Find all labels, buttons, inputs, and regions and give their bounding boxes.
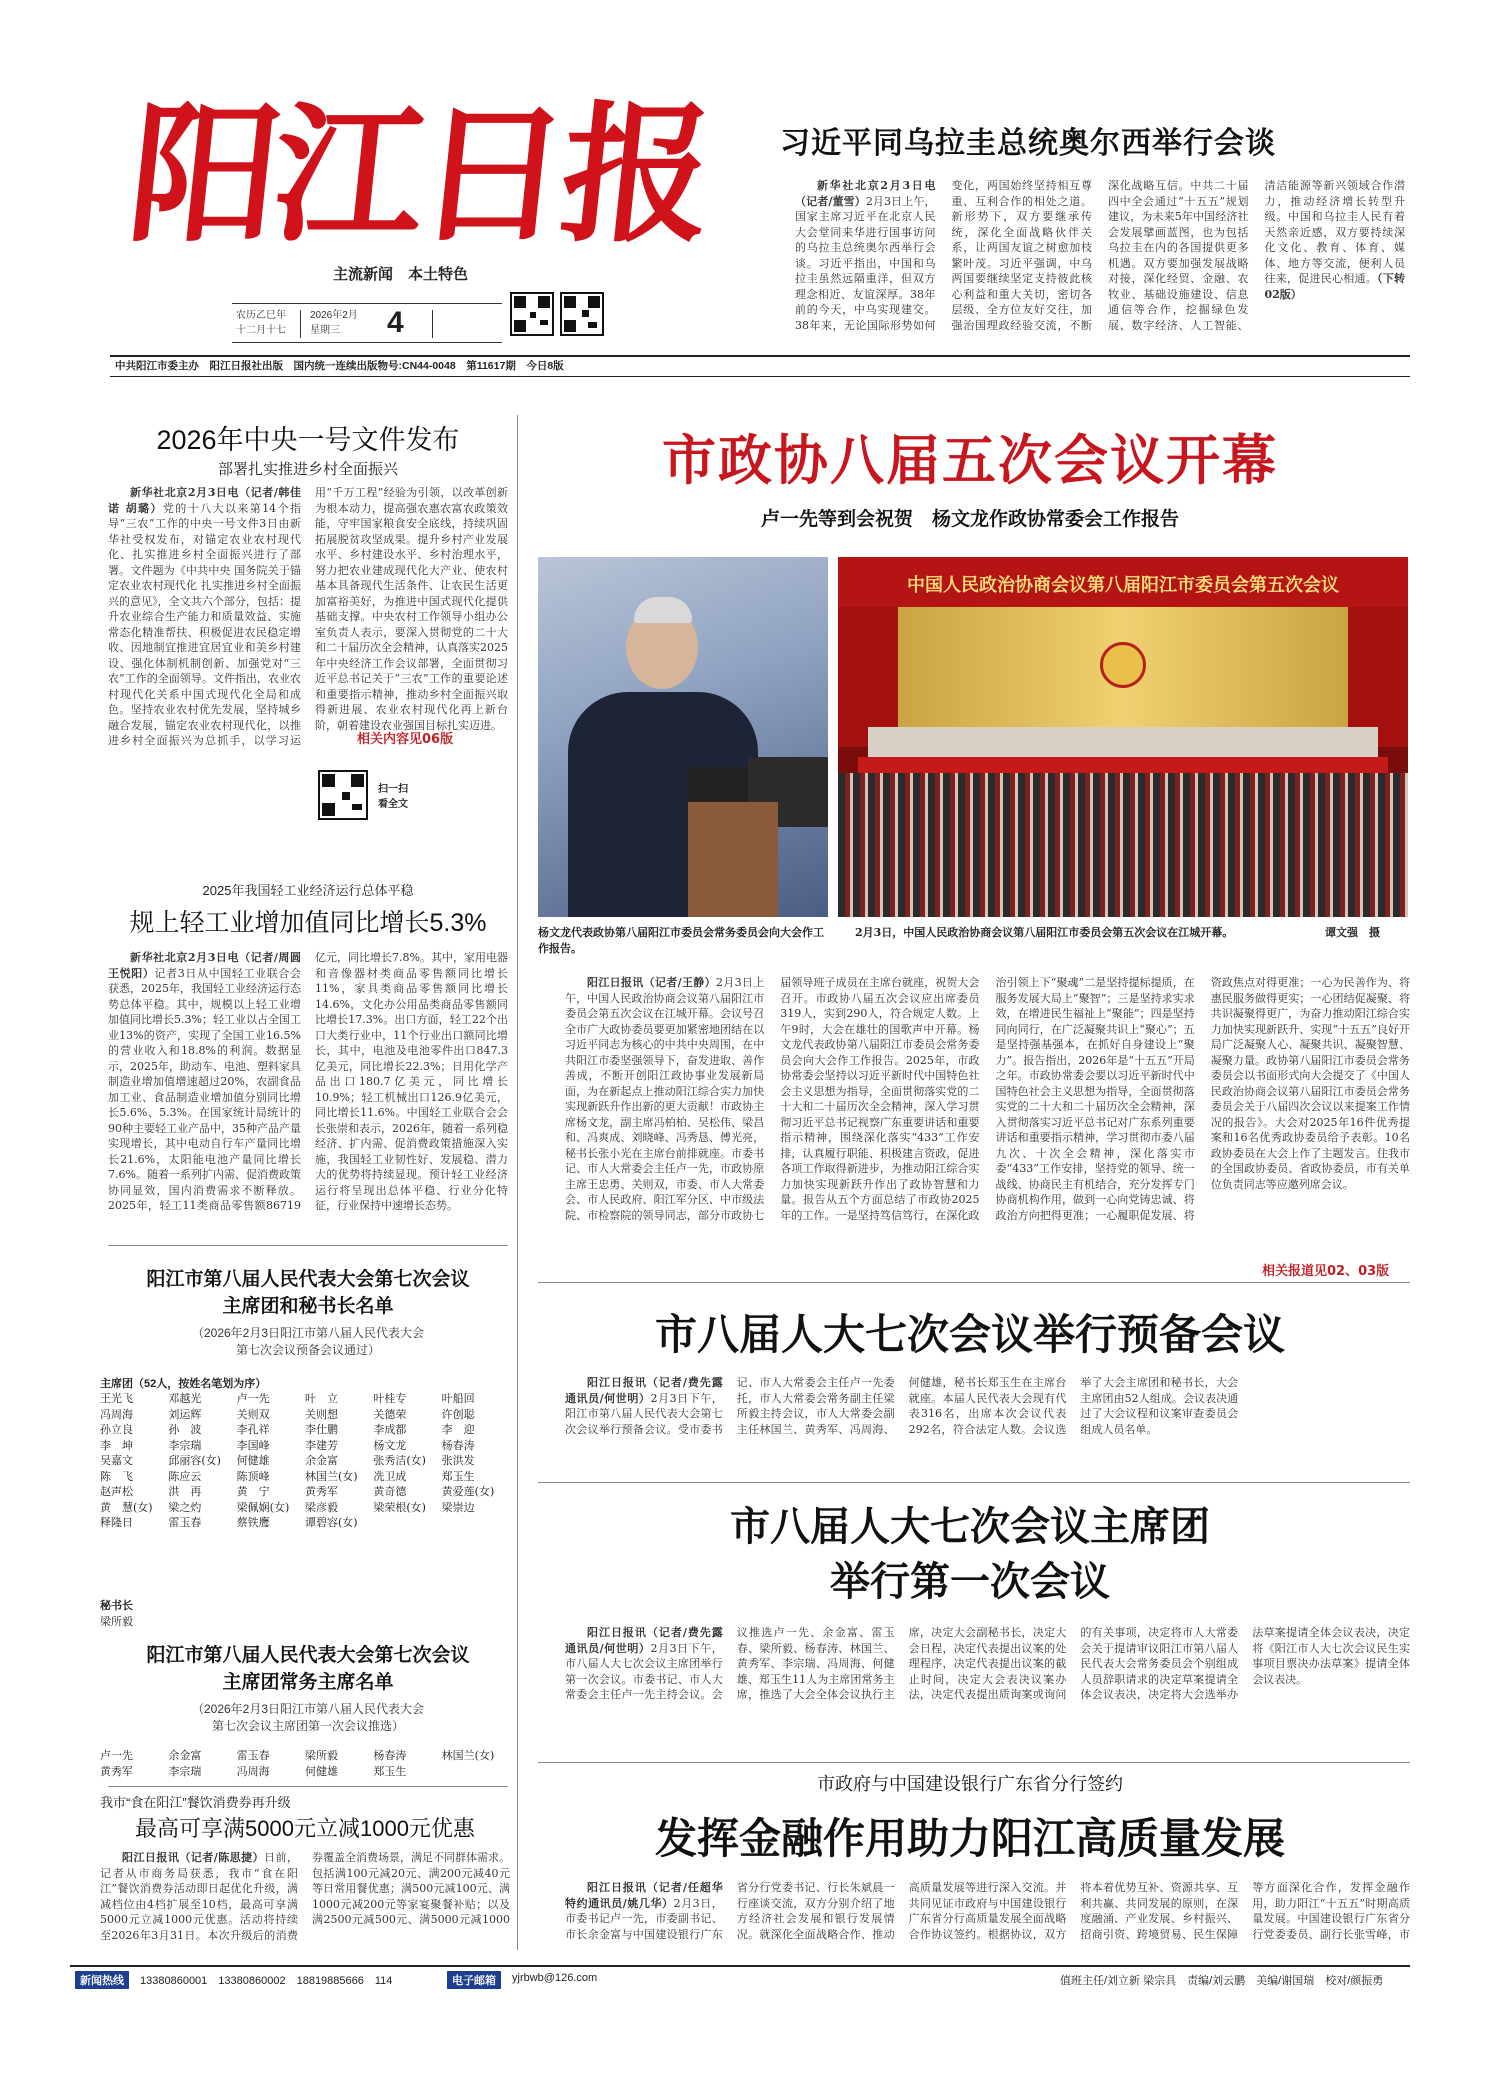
npc-presidium-headline-1: 市八届人大七次会议主席团: [730, 1503, 1210, 1550]
weekday: 星期三: [310, 325, 340, 336]
finance-byline: 阳江日报讯（记者/任超华 特约通讯员/姚几华）: [565, 1881, 723, 1910]
presidium-label: 主席团（52人，按姓名笔划为序）: [100, 1378, 267, 1390]
npc-presidium-body: [565, 1625, 1410, 1720]
presidium-member: 张洪发: [441, 1454, 475, 1467]
presidium-member: 洪 再: [168, 1485, 202, 1498]
npc-presidium-text: 2月3日下午，市八届人大七次会议主席团举行第一次会议。市委书记、市人大常委会主任卢一先主持会议。会议推选卢一先、余金富、雷玉春、梁所毅、杨春涛、林国兰、黄秀军、李宗瑞、冯周海、何健雄、郑玉生11人为主席团常务主席，推选了大会全体会议执行主席，决定大会副秘书长，决定大会日程，决定代表提出议案的处理程序，决定代表提出议案的截止时间，决定大会表决议案办法，决定代表提出质询案或询问的有关事项，决定将市人大常委会关于提请审议阳江市第八届人民代表大会常务委员会个别组成人员辞职请求的决定草案提请全体会议表决，决定将大会选举办法草案提请全体会议表决，决定将《阳江市人大七次会议民生实事项目票决办法草案》提请全体会议表决。: [565, 1626, 1410, 1701]
assembly-photo: [838, 557, 1408, 917]
npc-prep-body: [565, 1375, 1410, 1460]
qr-code-icon: [510, 292, 554, 336]
presidium-member: 王光飞: [100, 1392, 133, 1405]
npc-prep-byline: 阳江日报讯（记者/费先露 通讯员/何世明）: [565, 1376, 723, 1405]
standing-member: 梁所毅: [305, 1749, 338, 1762]
lunar-day: 十二月十七: [236, 325, 286, 336]
presidium-member: 李 迎: [441, 1423, 475, 1436]
cppcc-byline: 阳江日报讯（记者/王静）: [587, 976, 716, 989]
presidium-member: 李建芳: [305, 1438, 338, 1452]
presidium-member: 蔡铁鹰: [236, 1516, 270, 1529]
presidium-member: 卢一先: [236, 1392, 270, 1405]
presidium-member: 黄爱莲(女): [441, 1485, 495, 1498]
standing-members: [100, 1748, 510, 1779]
npc-presidium-headline-2: 举行第一次会议: [830, 1558, 1110, 1605]
cppcc-related: 相关报道见02、03版: [1262, 1264, 1390, 1279]
masthead-logo: 阳江日报: [120, 87, 716, 263]
presidium-title-2: 主席团和秘书长名单: [222, 1296, 394, 1317]
lead-jump: （下转02版）: [1264, 272, 1405, 301]
left2-kicker: 2025年我国轻工业经济运行总体平稳: [202, 883, 414, 898]
lunar-year: 农历乙巳年: [236, 310, 286, 321]
standing-member: 冯周海: [236, 1764, 270, 1778]
left1-subtitle: 部署扎实推进乡村全面振兴: [217, 461, 398, 478]
presidium-members: [100, 1391, 510, 1531]
presidium-member: 孙立良: [100, 1423, 133, 1436]
finance-text: 2月3日，市委书记卢一先，市委副书记、市长余金富与中国建设银行广东省分行党委书记、行长朱斌晨一行座谈交流，双方分别介绍了地方经济社会发展和银行发展情况。就深化全面战略合作、推动高质量发展等进行深入交流。并共同见证市政府与中国建设银行广东省分行高质量发展全面战略合作协议签约。根据协议，双方将本着优势互补、资源共享、互利共赢、共同发展的原则，在深度融涌、产业发展、乡村振兴、招商引资、跨境贸易、民生保障等方面深化合作，发挥金融作用，助力阳江“十五五”时期高质量发展。中国建设银行广东省分行党委委员、副行长张雪峰，市: [565, 1881, 1410, 1941]
date-block: [232, 303, 502, 343]
lead-body: [795, 178, 1405, 338]
left1-related: 相关内容见06版: [357, 732, 454, 747]
consume-headline: 最高可享满5000元立减1000元优惠: [135, 1816, 475, 1841]
presidium-member: 关则双: [236, 1407, 270, 1421]
presidium-note-1: （2026年2月3日阳江市第八届人民代表大会: [191, 1326, 425, 1340]
standing-member: 林国兰(女): [441, 1749, 495, 1762]
standing-title-1: 阳江市第八届人民代表大会第七次会议: [146, 1645, 470, 1666]
lead-headline: 习近平同乌拉圭总统奥尔西举行会谈: [780, 126, 1276, 161]
presidium-member: 许创聪: [441, 1407, 475, 1421]
presidium-member: 黄 宁: [236, 1485, 270, 1498]
masthead-slogan: 主流新闻 本土特色: [333, 266, 469, 283]
presidium-member: 谭碧容(女): [305, 1516, 358, 1529]
presidium-member: 关则想: [305, 1407, 338, 1421]
consume-kicker: 我市“食在阳江”餐饮消费券再升级: [100, 1795, 291, 1810]
email-address: yjrbwb@126.com: [512, 1972, 598, 1984]
qr-code-icon: [560, 292, 604, 336]
hotline-label: 新闻热线: [75, 1971, 129, 1989]
speaker-photo: [538, 557, 828, 917]
presidium-member: 李孔祥: [236, 1423, 270, 1436]
publisher-line: 中共阳江市委主办 阳江日报社出版 国内统一连续出版物号:CN44-0048 第11617期 今日8版: [115, 360, 564, 372]
cppcc-headline: 市政协八届五次会议开幕: [662, 428, 1278, 492]
presidium-member: 冼卫成: [373, 1469, 407, 1483]
emblem-icon: [1100, 642, 1146, 688]
cppcc-subtitle: 卢一先等到会祝贺 杨文龙作政协常委会工作报告: [760, 508, 1179, 530]
standing-title-2: 主席团常务主席名单: [222, 1672, 394, 1693]
presidium-member: 林国兰(女): [305, 1469, 358, 1483]
caption-right: 2月3日，中国人民政治协商会议第八届阳江市委员会第五次会议在江城开幕。: [855, 926, 1234, 939]
standing-member: 卢一先: [100, 1749, 133, 1762]
finance-headline: 发挥金融作用助力阳江高质量发展: [654, 1814, 1285, 1863]
presidium-member: 郑玉生: [441, 1469, 475, 1483]
presidium-member: 吴嘉文: [100, 1454, 133, 1467]
standing-member: 郑玉生: [373, 1764, 407, 1778]
date-year-month: 2026年2月: [310, 310, 358, 321]
presidium-member: 赵声松: [100, 1485, 133, 1498]
presidium-member: 陈 飞: [100, 1469, 133, 1483]
standing-member: 余金富: [168, 1749, 202, 1762]
presidium-member: 释隆日: [100, 1516, 133, 1529]
presidium-member: 叶 立: [305, 1392, 338, 1405]
presidium-member: 陈应云: [168, 1469, 202, 1483]
secretary-name: 梁所毅: [100, 1616, 133, 1628]
presidium-member: 李宗瑞: [168, 1438, 202, 1452]
standing-note-2: 第七次会议主席团第一次会议推选）: [211, 1719, 404, 1733]
presidium-member: 叶船回: [441, 1392, 475, 1405]
presidium-member: 梁崇边: [441, 1500, 475, 1514]
hotline-numbers: 13380860001 13380860002 18819885666 114: [140, 1975, 393, 1987]
presidium-member: 邓越光: [168, 1392, 202, 1405]
banner-text: 中国人民政治协商会议第八届阳江市委员会第五次会议: [907, 575, 1339, 596]
presidium-member: 李仕鹏: [305, 1423, 338, 1436]
standing-member: 杨春涛: [373, 1749, 407, 1762]
lead-byline: 新华社北京2月3日电（记者/董雪）: [795, 179, 936, 208]
left1-headline: 2026年中央一号文件发布: [156, 425, 460, 455]
finance-kicker: 市政府与中国建设银行广东省分行签约: [817, 1774, 1123, 1795]
presidium-member: 陈顶峰: [236, 1469, 270, 1483]
npc-prep-text: 2月3日下午，阳江市第八届人民代表大会第七次会议举行预备会议。受市委书记、市人大常委会主任卢一先委托，市人大常委会常务副主任梁所毅主持会议，市人大常委会副主任林国兰、黄秀军、冯周海、何健雄，秘书长郑玉生在主席台就座。本届人民代表大会现有代表316名，出席本次会议代表292名，符合法定人数。会议选举了大会主席团和秘书长，大会主席团由52人组成。会议表决通过了大会议程和议案审查委员会组成人员名单。: [565, 1376, 1239, 1436]
email-label: 电子邮箱: [447, 1971, 501, 1989]
presidium-member: 张秀洁(女): [373, 1454, 426, 1467]
presidium-member: 冯周海: [100, 1407, 133, 1421]
presidium-note-2: 第七次会议预备会议通过）: [235, 1343, 380, 1357]
qr-code-icon: [318, 770, 368, 820]
presidium-member: 黄奇德: [373, 1485, 407, 1498]
left1-scan-label: 扫一扫 看全文: [378, 784, 408, 810]
left1-byline: 新华社北京2月3日电（记者/韩佳诺 胡璐）: [108, 486, 301, 515]
presidium-member: 李成都: [373, 1423, 407, 1436]
day-number: 4: [387, 306, 404, 339]
presidium-member: 余金富: [305, 1454, 338, 1467]
standing-member: 黄秀军: [100, 1764, 133, 1778]
standing-member: 雷玉春: [236, 1749, 270, 1762]
presidium-member: 李国峰: [236, 1438, 270, 1452]
presidium-member: 邱丽容(女): [168, 1454, 221, 1467]
presidium-member: 雷玉春: [168, 1516, 202, 1529]
standing-member: 何健雄: [305, 1764, 338, 1778]
caption-left: 杨文龙代表政协第八届阳江市委员会常务委员会向大会作工作报告。: [538, 926, 824, 955]
left2-byline: 新华社北京2月3日电（记者/周圆 王悦阳）: [108, 951, 301, 980]
lead-text: 2月3日上午，国家主席习近平在北京人民大会堂同来华进行国事访问的乌拉圭总统奥尔西举行会谈。习近平指出，中国和乌拉圭虽然远隔重洋，但双方理念相近、友谊深厚。38年前的今天，中乌实现建交。38年来，无论国际形势如何变化，两国始终坚持相互尊重、互利合作的相处之道。新形势下，双方要继承传统，深化全面战略伙伴关系，让两国友谊之树愈加枝繁叶茂。习近平强调，中乌两国要继续坚定支持彼此核心利益和重大关切，密切各层级、全方位友好交往，加强治国理政经验交流，不断深化战略互信。中共二十届四中全会通过“十五五”规划建议，为未来5年中国经济社会发展擘画蓝图，也为包括乌拉圭在内的各国提供更多机遇。双方要加强发展战略对接，深化经贸、金融、农牧业、基础设施建设、信息通信等合作，挖掘绿色发展、数字经济、人工智能、清洁能源等新兴领域合作潜力，推动经济增长转型升级。中国和乌拉圭人民有着天然亲近感，双方要持续深化文化、教育、体育、媒体、地方等交流，便利人员往来，促进民心相通。: [795, 179, 1405, 332]
consume-text: 日前，记者从市商务局获悉，我市“食在阳江”餐饮消费券活动即日起优化升级，满减档位由4档扩展至10档，最高可享满5000元立减1000元优惠。活动将持续至2026年3月31日。本次升级后的消费券覆盖全消费场景，满足不同群体需求。包括满100元减20元、满200元减40元等日常用餐优惠；满500元减100元、满1000元减200元等家宴聚餐补贴；以及满2500元减500元、满5000元减1000: [100, 1851, 510, 1942]
presidium-member: 叶桂专: [373, 1392, 407, 1405]
presidium-member: 刘运辉: [168, 1407, 202, 1421]
presidium-member: 梁之灼: [168, 1500, 202, 1514]
consume-byline: 阳江日报讯（记者/陈思捷）: [122, 1851, 265, 1864]
finance-body: [565, 1880, 1410, 1952]
presidium-member: 黄 慧(女): [100, 1500, 153, 1514]
cppcc-body: [565, 975, 1410, 1275]
presidium-member: 李 坤: [100, 1438, 133, 1452]
cppcc-text: 2月3日上午，中国人民政治协商会议第八届阳江市委员会第五次会议在江城开幕。会议号召全市广大政协委员要更加紧密地团结在以习近平同志为核心的中共中央周围，在中共阳江市委坚强领导下，奋发进取、善作善成，不断开创阳江政协事业发展新局面，为在新起点上推动阳江综合实力加快实现新跃升作出新的更大贡献！市政协主席杨文龙，副主席冯柏柏、吴松伟、梁昌和、冯爽成、刘晓峰、冯秀恳、傅光亮，秘书长张小光在主席台前排就座。市委书记、市人大常委会主任卢一先，市政协原主席王忠勇、关则双，市委、市人大常委会、市人民政府、阳江军分区、中市级法院、市检察院的领导同志，部分市政协七届领导班子成员在主席台就座，祝贺大会召开。市政协八届五次会议应出席委员319人，实到290人，符合规定人数。上午9时，大会在雄壮的国歌声中开幕。杨文龙代表政协第八届阳江市委员会常务委员会向大会作工作报告。2025年，市政协常委会坚持以习近平新时代中国特色社会主义思想为指导，全面贯彻落实党的二十大和二十届历次全会精神，深入学习贯彻习近平总书记视察广东重要讲话和重要指示精神，围绕深化落实“433”工作安排，认真履行职能、积极建言资政，促进各项工作取得新进步，为推动阳江综合实力加快实现新跃升作出了政协智慧和力量。报告从五个方面总结了市政协2025年的工作。一是坚持笃信笃行，在深化政治引领上下“聚魂”二是坚持提标提质，在服务发展大局上“聚智”；三是坚持求实求效，在增进民生福祉上“聚能”；四是坚持同向同行，在广泛凝聚共识上“聚心”；五是坚持强基强本，在抓好自身建设上“聚力”。报告指出，2026年是“十五五”开局之年。市政协常委会要以习近平新时代中国特色社会主义思想为指导，全面贯彻落实党的二十大和二十届历次全会精神，深入贯彻落实习近平总书记对广东系列重要讲话和重要指示精神，学习贯彻市委八届九次、十次全会精神，深化落实市委“433”工作安排，坚持党的领导、统一战线、协商民主有机结合，充分发挥专门协商机构作用，做到一心向党铸忠诚、将政治方向把得更准；一心履职促发展、将资政焦点对得更准；一心为民善作为、将惠民服务做得更实；一心团结促凝聚、将共识凝聚得更广，为奋力推动阳江综合实力加快实现新跃升、实现“十五五”良好开局广泛凝聚人心、凝聚共识、凝聚智慧、凝聚力量。政协第八届阳江市委员会常务委员会以书面形式向大会提交了《中国人民政治协商会议第八届阳江市委员会常务委员会关于八届四次会议以来提案工作情况的报告》。大会对2025年16件优秀提案和16名优秀政协委员给予表彰。10名政协委员在大会上作了主题发言。住我市的全国政协委员、省政协委员，市有关单位负责同志等应邀列席会议。: [565, 976, 1410, 1222]
presidium-member: 孙 波: [168, 1423, 202, 1436]
presidium-member: 杨文龙: [373, 1438, 407, 1452]
standing-member: 李宗瑞: [168, 1764, 202, 1778]
presidium-member: 梁佩娴(女): [236, 1500, 290, 1514]
presidium-member: 梁彦毅: [305, 1500, 338, 1514]
standing-note-1: （2026年2月3日阳江市第八届人民代表大会: [191, 1702, 425, 1716]
presidium-member: 梁荣根(女): [373, 1500, 426, 1514]
photographer: 谭文强 摄: [1325, 926, 1380, 939]
left2-headline: 规上轻工业增加值同比增长5.3%: [129, 909, 487, 937]
presidium-title-1: 阳江市第八届人民代表大会第七次会议: [146, 1269, 470, 1290]
npc-presidium-byline: 阳江日报讯（记者/费先露 通讯员/何世明）: [565, 1626, 723, 1655]
left2-text: 记者3日从中国轻工业联合会获悉，2025年，我国轻工业经济运行态势总体平稳。其中，规模以上轻工业增加值同比增长5.3%；轻工业以占全国工业13%的资产，实现了全国工业16.5%的营业收入和18.8%的利润。数据显示，2025年，助动车、电池、塑料家具制造业增加值增速超过20%，农副食品加工业、食品制造业增加值分别同比增长5.6%、5.3%。在国家统计局统计的90种主要轻工业产品中，35种产品产量实现增长，其中电动自行车产量同比增长21.6%，太阳能电池产量同比增长7.6%。随着一系列扩内需、促消费政策协同显效，国内消费需求不断释放。2025年，轻工11类商品零售额86719亿元，同比增长7.8%。其中，家用电器和音像器材类商品零售额同比增长11%，家具类商品零售额同比增长14.6%，文化办公用品类商品零售额同比增长17.3%。出口方面，轻工22个出口大类行业中，11个行业出口额同比增长，其中，电池及电池零件出口847.3亿美元，同比增长22.3%；日用化学产品出口180.7亿美元，同比增长10.9%；轻工机械出口126.9亿美元，同比增长11.6%。中国轻工业联合会会长张崇和表示，2026年，随着一系列稳经济、扩内需、促消费政策措施深入实施，我国轻工业韧性好、发展稳、潜力大的优势将持续显现。预计轻工业经济运行将呈现出总体平稳、行业分化特征，行业保持中速增长态势。: [108, 951, 508, 1212]
left1-text: 党的十八大以来第14个指导“三农”工作的中央一号文件3日由新华社受权发布，对锚定农业农村现代化、扎实推进乡村全面振兴进行了部署。文件题为《中共中央 国务院关于锚定农业农村现代化 扎实推进乡村全面振兴的意见》，全文共六个部分，包括：提升农业综合生产能力和质量效益、实施常态化精准帮扶、积极促进农民稳定增收、因地制宜推进宜居宜业和美乡村建设、强化体制机制创新、加强党对“三农”工作的全面领导。文件指出，农业农村现代化关系中国式现代化全局和成色。坚持农业农村优先发展，坚持城乡融合发展，锚定农业农村现代化，以推进乡村全面振兴为总抓手，以学习运用“千万工程”经验为引领，以改革创新为根本动力，提高强农惠农富农政策效能，守牢国家粮食安全底线，持续巩固拓展脱贫攻坚成果。提升乡村产业发展水平、乡村建设水平、乡村治理水平，努力把农业建成现代化大产业、使农村基本具备现代生活条件、让农民生活更加富裕美好，为推进中国式现代化提供基础支撑。中央农村工作领导小组办公室负责人表示，要深入贯彻党的二十大和二十届历次全会精神，认真落实2025年中央经济工作会议部署，全面贯彻习近平总书记关于“三农”工作的重要论述和重要指示精神，推动乡村全面振兴取得新进展、农业农村现代化再上新台阶，朝着建设农业强国目标扎实迈进。: [108, 486, 508, 747]
staff-credits: 值班主任/刘立新 梁宗具 责编/刘云鹏 美编/谢国瑞 校对/颜振勇: [1060, 1975, 1384, 1987]
npc-prep-headline: 市八届人大七次会议举行预备会议: [654, 1310, 1285, 1359]
secretary-label: 秘书长: [100, 1600, 133, 1612]
presidium-member: 黄秀军: [305, 1485, 338, 1498]
left2-body: [108, 950, 508, 1230]
presidium-member: 杨春涛: [441, 1438, 475, 1452]
consume-body: [100, 1850, 510, 1950]
presidium-member: 关德荣: [373, 1407, 407, 1421]
presidium-member: 何健雄: [236, 1454, 270, 1467]
